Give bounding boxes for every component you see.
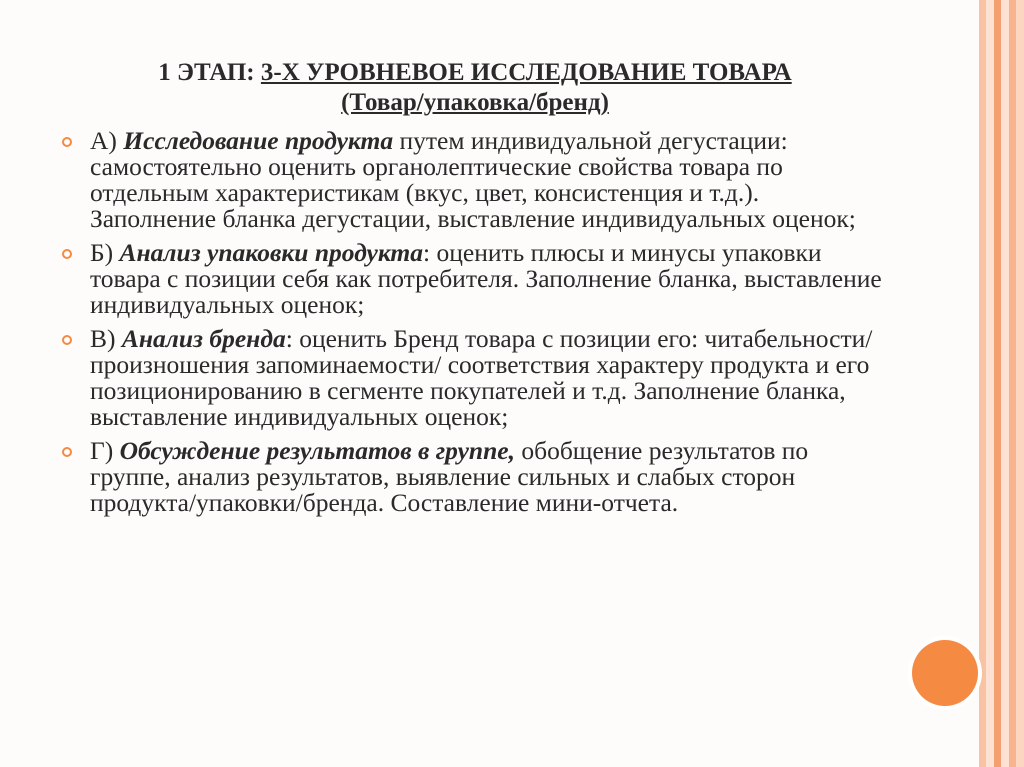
- bullet-heading: Анализ бренда: [121, 324, 286, 353]
- decorative-stripes: [979, 0, 1024, 767]
- bullet-item: [62, 240, 882, 318]
- stripe: [1016, 0, 1024, 767]
- stripe: [994, 0, 1001, 767]
- title-main: 3-Х УРОВНЕВОЕ ИССЛЕДОВАНИЕ ТОВАРА: [260, 59, 792, 86]
- bullet-ring-icon: [62, 447, 72, 457]
- bullet-text: : оценить плюсы и минусы упаковки товара с позиции себя как потребителя. Заполнение бланка, выставление индивидуальных оценок;: [90, 238, 882, 319]
- bullet-heading: Анализ упаковки продукта: [119, 238, 424, 267]
- bullet-item: [62, 438, 882, 516]
- bullet-list: [62, 128, 882, 524]
- slide-title: [0, 58, 950, 118]
- bullet-text: : оценить Бренд товара с позиции его: читабельности/произношения запоминаемости/ соответствия характеру продукта и его позиционированию в сегменте покупателей и т.д. Заполнение бланка, выставление индивидуальных оценок;: [90, 324, 873, 431]
- bullet-ring-icon: [62, 137, 72, 147]
- stripe: [1001, 0, 1009, 767]
- title-subtitle: (Товар/упаковка/бренд): [341, 89, 609, 116]
- bullet-letter: Г): [90, 436, 120, 465]
- bullet-item: [62, 128, 882, 232]
- bullet-text: путем индивидуальной дегустации: самостоятельно оценить органолептические свойства товара по отдельным характеристикам (вкус, цвет, консистенция и т.д.). Заполнение бланка дегустации, выставление индивидуальных оценок;: [90, 126, 856, 233]
- stripe: [986, 0, 994, 767]
- bullet-text: обобщение результатов по группе, анализ результатов, выявление сильных и слабых сторон продукта/упаковки/бренда. Составление мини-отчета.: [90, 436, 809, 517]
- stripe: [1009, 0, 1016, 767]
- decorative-circle: [912, 640, 978, 706]
- bullet-letter: А): [90, 126, 124, 155]
- bullet-item: [62, 326, 882, 430]
- bullet-heading: Исследование продукта: [123, 126, 394, 155]
- stripe: [979, 0, 986, 767]
- title-prefix: 1 ЭТАП:: [158, 59, 261, 86]
- bullet-ring-icon: [62, 249, 72, 259]
- bullet-letter: Б): [90, 238, 120, 267]
- bullet-heading: Обсуждение результатов в группе,: [119, 436, 515, 465]
- bullet-ring-icon: [62, 335, 72, 345]
- bullet-letter: В): [90, 324, 122, 353]
